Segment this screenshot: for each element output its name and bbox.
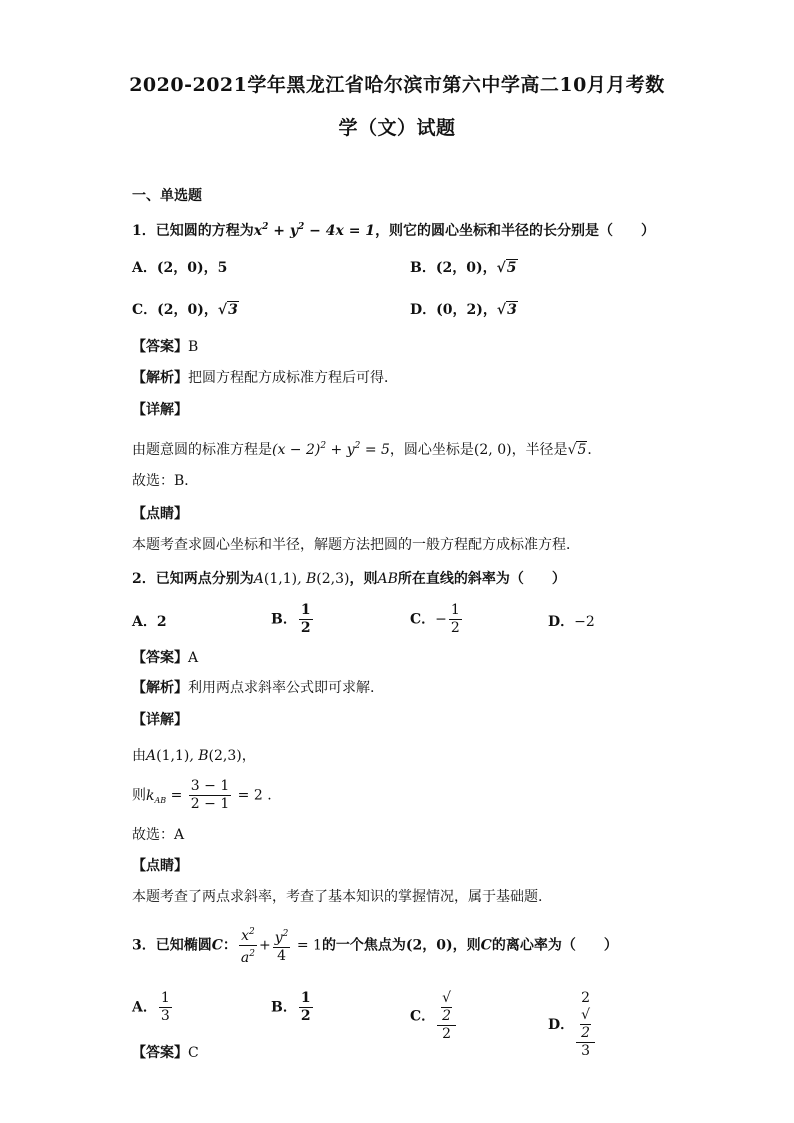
q2-comment-label: 【点睛】 — [132, 858, 188, 874]
q3-answer: 【答案】C — [132, 1045, 199, 1061]
sqrt-3: √3 — [496, 302, 517, 318]
q1-stem — [132, 217, 655, 241]
q1-stem-post: ，则它的圆心坐标和半径的长分别是（ ） — [375, 223, 656, 239]
q1-comment-label: 【点睛】 — [132, 506, 188, 522]
document-title-line1: 2020-2021学年黑龙江省哈尔滨市第六中学高二10月月考数 — [129, 74, 665, 96]
sqrt-3: √3 — [217, 302, 238, 318]
q1-option-a: A．(2，0)，5 — [132, 260, 228, 276]
section-heading: 一、单选题 — [132, 188, 202, 204]
q1-option-b: B．(2，0)，√5 — [410, 260, 517, 276]
q1-option-c: C．(2，0)，√3 — [132, 302, 238, 318]
document-title-line2: 学（文）试题 — [338, 117, 456, 139]
q1-detail-label: 【详解】 — [132, 402, 188, 418]
q3-option-b: B． $\frac{1}{2}$ — [271, 990, 311, 1024]
q3-option-a: A． $\frac{1}{3}$ — [132, 990, 170, 1024]
q2-choose: 故选：A — [132, 827, 185, 843]
q2-detail-points: 由A(1,1), B(2,3)， — [132, 748, 256, 764]
q1-option-d: D．(0，2)，√3 — [410, 302, 517, 318]
q2-answer: 【答案】A — [132, 650, 199, 666]
sqrt-5: √5 — [567, 442, 587, 458]
q1-comment: 本题考查求圆心坐标和半径，解题方法把圆的一般方程配方成标准方程． — [132, 537, 580, 553]
q2-analysis: 【解析】利用两点求斜率公式即可求解. — [132, 680, 375, 696]
q3-option-d: D． 2 √ 2 3 — [548, 990, 597, 1060]
q1-analysis: 【解析】把圆方程配方成标准方程后可得． — [132, 370, 398, 386]
q1-answer: 【答案】B — [132, 339, 199, 355]
q3-stem: 3．已知椭圆C： $\frac{x^2}{a^2}$ + $\frac{y^2}{4}$ = 1的一个焦点为(2，0)，则C的离心率为（ ） — [132, 924, 618, 967]
q1-equation: $x^2 + y^2 - 4x = 1$ — [253, 222, 376, 239]
q3-option-c: C． √ 2 2 — [410, 990, 458, 1043]
q2-option-c: C．− $\frac{1}{2}$ — [410, 602, 460, 636]
sqrt-5: √5 — [496, 260, 517, 276]
q2-option-a: A．2 — [132, 614, 167, 630]
q1-stem-pre: 1．已知圆的方程为 — [132, 223, 254, 239]
q1-detail: 由题意圆的标准方程是$(x - 2)^2 + y^2 = 5$，圆心坐标是(2, 0)，半径是√5． — [132, 441, 602, 458]
q2-comment: 本题考查了两点求斜率，考查了基本知识的掌握情况，属于基础题. — [132, 889, 543, 905]
q2-option-d: D．−2 — [548, 614, 595, 630]
q2-detail-label: 【详解】 — [132, 712, 188, 728]
q2-stem: 2．已知两点分别为A(1,1), B(2,3)，则AB所在直线的斜率为（ ） — [132, 571, 566, 587]
q2-detail-slope: 则$k_{AB}$ = $\frac{3 - 1}{2 - 1}$ = 2 . — [132, 778, 272, 812]
q1-choose: 故选：B． — [132, 473, 199, 489]
q2-option-b: B． $\frac{1}{2}$ — [271, 602, 311, 636]
